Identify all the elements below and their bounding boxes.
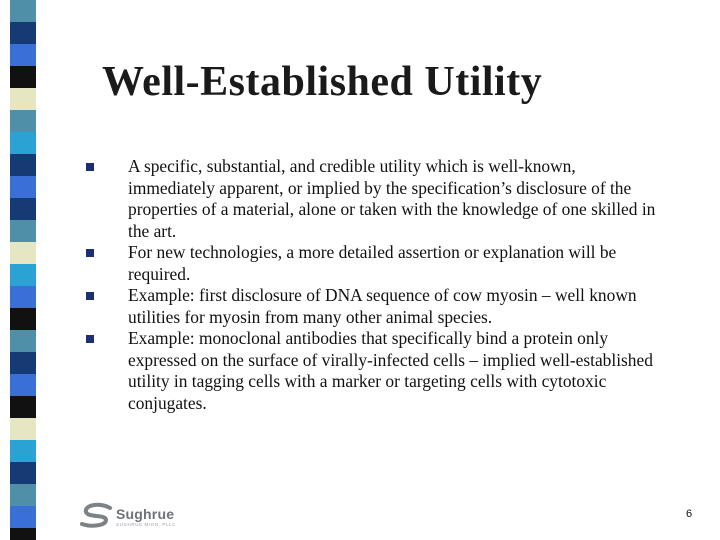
strip-block — [10, 352, 36, 374]
strip-block — [10, 286, 36, 308]
strip-block — [10, 44, 36, 66]
swoosh-logo-icon — [80, 502, 114, 532]
square-bullet-icon — [86, 163, 94, 171]
strip-block — [10, 242, 36, 264]
strip-block — [10, 396, 36, 418]
strip-block — [10, 198, 36, 220]
bullet-item — [86, 242, 666, 285]
square-bullet-icon — [86, 249, 94, 257]
strip-block — [10, 110, 36, 132]
bullet-text: Example: first disclosure of DNA sequence of cow myosin – well known utilities for myosin from many other animal species. — [128, 285, 637, 327]
logo-tagline: SUGHRUE MION, PLLC — [116, 522, 177, 527]
strip-block — [10, 374, 36, 396]
strip-block — [10, 330, 36, 352]
strip-block — [10, 440, 36, 462]
strip-block — [10, 154, 36, 176]
bullet-item — [86, 328, 666, 414]
strip-block — [10, 132, 36, 154]
bullet-item — [86, 156, 666, 242]
square-bullet-icon — [86, 335, 94, 343]
bullet-list — [86, 156, 666, 414]
strip-block — [10, 66, 36, 88]
strip-block — [10, 462, 36, 484]
page-number: 6 — [686, 508, 693, 520]
strip-block — [10, 0, 36, 22]
strip-block — [10, 506, 36, 528]
bullet-text: A specific, substantial, and credible utility which is well-known, immediately apparent, or implied by the specification’s disclosure of the properties of a material, alone or taken with the knowledge of one skilled in the art. — [128, 156, 656, 241]
strip-block — [10, 88, 36, 110]
square-bullet-icon — [86, 292, 94, 300]
strip-block — [10, 220, 36, 242]
decorative-color-strip — [10, 0, 36, 540]
company-logo — [80, 500, 190, 532]
bullet-item — [86, 285, 666, 328]
slide-title: Well-Established Utility — [102, 59, 543, 105]
strip-block — [10, 418, 36, 440]
strip-block — [10, 22, 36, 44]
strip-block — [10, 264, 36, 286]
strip-block — [10, 528, 36, 540]
logo-name: Sughrue — [116, 506, 175, 522]
bullet-text: For new technologies, a more detailed assertion or explanation will be required. — [128, 242, 617, 284]
strip-block — [10, 308, 36, 330]
bullet-text: Example: monoclonal antibodies that specifically bind a protein only expressed on the surface of virally-infected cells – implied well-established utility in tagging cells with a marker or targeting cells with cytotoxic conjugates. — [128, 328, 653, 413]
strip-block — [10, 484, 36, 506]
strip-block — [10, 176, 36, 198]
